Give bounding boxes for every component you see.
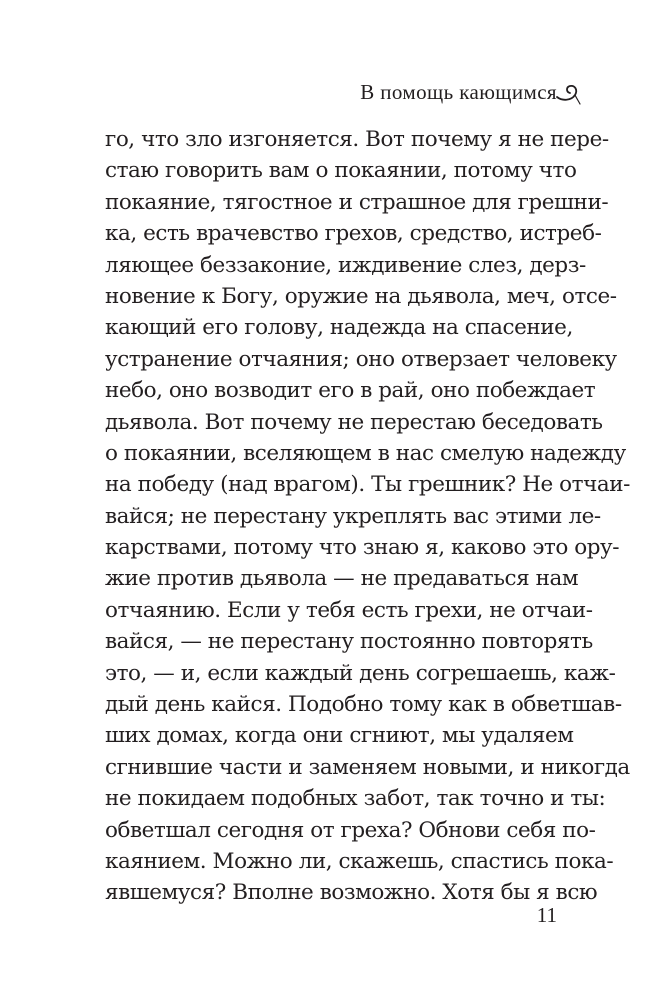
text-line: ляющее беззаконие, иждивение слез, дерз- [105,252,586,278]
text-line: ших домах, когда они сгниют, мы удаляем [105,723,574,749]
text-line: дый день кайся. Подобно тому как в обветшав- [105,692,622,718]
body-text [105,124,630,909]
text-line: дьявола. Вот почему не перестаю беседовать [105,409,603,435]
text-line: вайся; не перестану укреплять вас этими ле- [105,503,601,529]
text-line: новение к Богу, оружие на дьявола, меч, отсе- [105,283,617,309]
text-line: обветшал сегодня от греха? Обнови себя по- [105,817,596,843]
text-line: на победу (над врагом). Ты грешник? Не отчаи- [105,472,630,498]
text-line: го, что зло изгоняется. Вот почему я не пере- [105,127,609,152]
text-line: устранение отчаяния; оно отверзает человеку [105,346,617,372]
text-line: кающий его голову, надежда на спасение, [105,315,573,341]
text-line: вайся, — не перестану постоянно повторять [105,629,593,655]
text-line: покаяние, тягостное и страшное для грешни- [105,189,609,215]
text-line: карствами, потому что знаю я, каково это ору- [105,535,620,561]
text-line: сгнившие части и заменяем новыми, и никогда [105,754,630,780]
text-line: это, — и, если каждый день согрешаешь, каж- [105,660,616,686]
running-head-title: В помощь кающимся [360,80,557,104]
text-line: не покидаем подобных забот, так точно и ты: [105,786,606,812]
text-line: о покаянии, вселяющем в нас смелую надежду [105,440,626,466]
page-number: 11 [536,903,557,927]
text-line: явшемуся? Вполне возможно. Хотя бы я всю [105,880,598,906]
text-line: каянием. Можно ли, скажешь, спастись пока- [105,848,614,874]
text-line: небо, оно возводит его в рай, оно побеждает [105,378,596,404]
swash-flourish-icon [553,77,583,107]
text-line: ка, есть врачевство грехов, средство, истреб- [105,221,602,247]
text-line: отчаянию. Если у тебя есть грехи, не отчаи- [105,597,593,623]
text-line: стаю говорить вам о покаянии, потому что [105,158,577,184]
text-line: жие против дьявола — не предаваться нам [105,566,579,592]
